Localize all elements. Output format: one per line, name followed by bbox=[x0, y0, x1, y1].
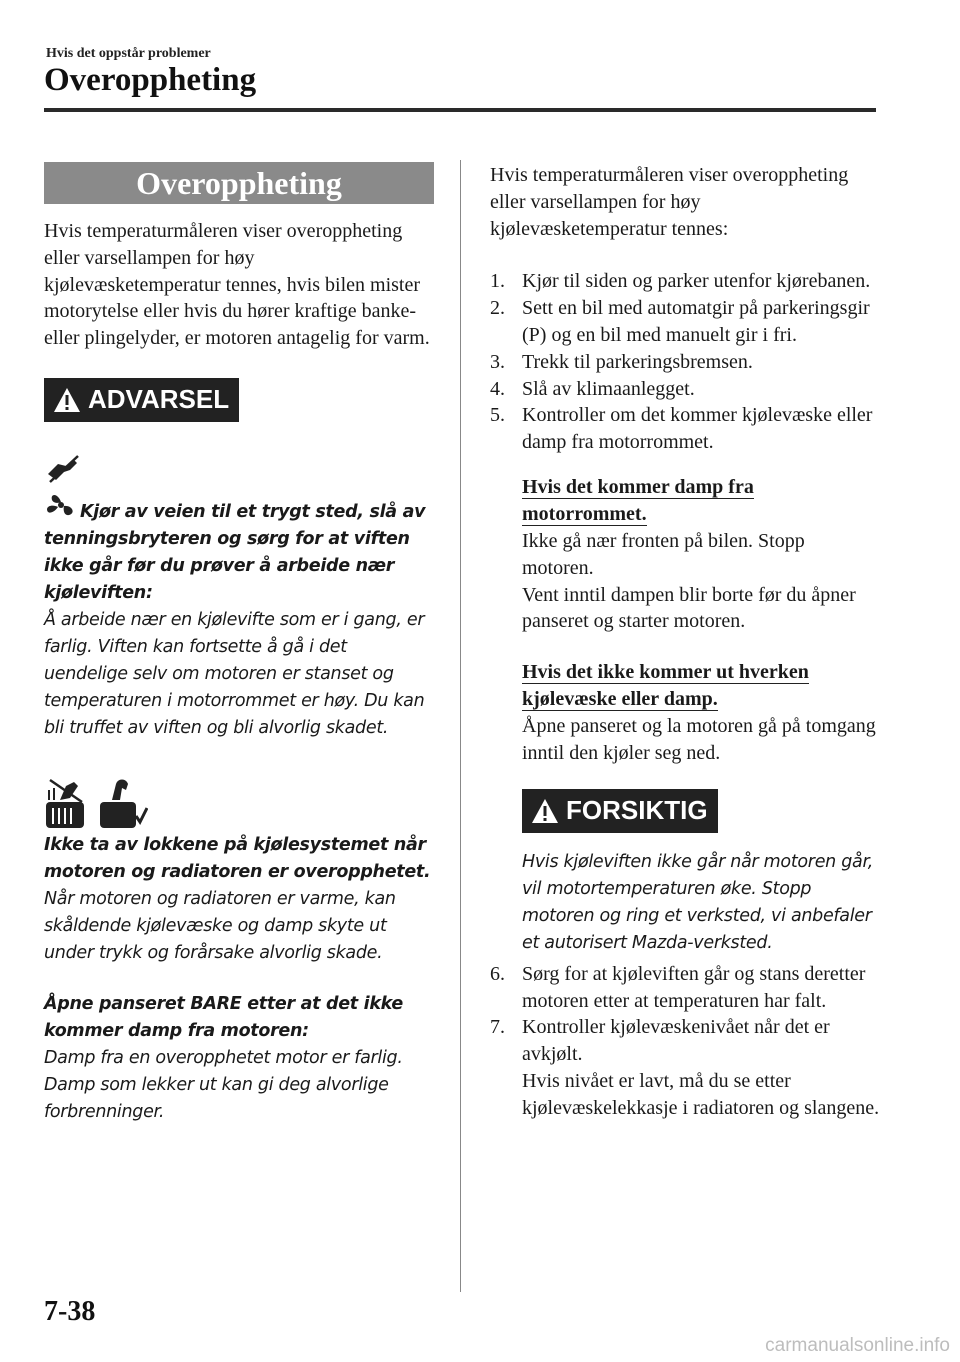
page-number: 7-38 bbox=[44, 1296, 96, 1327]
caution-text: Hvis kjøleviften ikke går når motoren går, vil motortemperaturen øke. Stopp motoren og ring et verksted, vi anbefaler et autorisert Mazda-verksted. bbox=[522, 851, 873, 953]
page-title: Overoppheting bbox=[44, 62, 257, 98]
section-banner: Overoppheting bbox=[44, 162, 434, 204]
list-item: 2. Sett en bil med automatgir på parkeringsgir (P) og en bil med manuelt gir i fri. bbox=[490, 297, 870, 346]
warning-fan bbox=[44, 452, 434, 742]
list-item: 5. Kontroller om det kommer kjølevæske eller damp fra motorrommet. bbox=[490, 404, 873, 454]
steam-text-1: Ikke gå nær fronten på bilen. Stopp motoren. bbox=[522, 529, 805, 579]
caution-label bbox=[522, 789, 880, 833]
column-divider bbox=[460, 160, 461, 1292]
list-item: 7. Kontroller kjølevæskenivået når det er avkjølt. bbox=[490, 1016, 830, 1066]
list-item: 6. Sørg for at kjøleviften går og stans deretter motoren etter at temperaturen har falt. bbox=[490, 962, 866, 1012]
no-hand-icon bbox=[44, 452, 84, 486]
warning-triangle-icon bbox=[52, 386, 82, 414]
caution-triangle-icon bbox=[530, 797, 560, 825]
warning-label bbox=[44, 378, 434, 422]
steam-heading-line2: motorrommet. bbox=[522, 502, 647, 525]
no-steam-text: Åpne panseret og la motoren gå på tomgang inntil den kjøler seg ned. bbox=[522, 715, 876, 764]
procedure-intro: Hvis temperaturmåleren viser overoppheting eller varsellampen for høy kjølevæsketemperatur tennes: bbox=[490, 164, 849, 240]
warning-hood-text: Damp fra en overopphetet motor er farlig. Damp som lekker ut kan gi deg alvorlige forbrenninger. bbox=[44, 1047, 403, 1122]
steam-subsection bbox=[490, 474, 880, 635]
warning-fan-heading: Kjør av veien til et trygt sted, slå av tenningsbryteren og sørg for at viften ikke går før du prøver å arbeide nær kjøleviften: bbox=[44, 501, 426, 603]
header-divider bbox=[44, 108, 876, 112]
no-steam-heading-line2: kjølevæske eller damp. bbox=[522, 688, 718, 711]
no-steam-subsection bbox=[490, 659, 880, 957]
warning-radiator-text: Når motoren og radiatoren er varme, kan skåldende kjølevæske og damp skyte ut under trykk og forårsake alvorlig skade. bbox=[44, 888, 396, 963]
left-column bbox=[44, 162, 434, 1126]
right-column bbox=[490, 162, 880, 1122]
fan-icon bbox=[44, 491, 78, 519]
radiator-cap-ok-icon bbox=[98, 776, 148, 832]
warning-radiator-heading: Ikke ta av lokkene på kjølesystemet når motoren og radiatoren er overopphetet. bbox=[44, 834, 431, 882]
step7-extra-text: Hvis nivået er lavt, må du se etter kjølevæskelekkasje i radiatoren og slangene. bbox=[522, 1069, 880, 1119]
no-steam-heading-line1: Hvis det ikke kommer ut hverken bbox=[522, 661, 809, 684]
steps-list-b bbox=[490, 961, 880, 1068]
warning-hood-heading: Åpne panseret BARE etter at det ikke kommer damp fra motoren: bbox=[44, 993, 403, 1041]
warning-label-text: ADVARSEL bbox=[88, 384, 230, 415]
steam-text-2: Vent inntil dampen blir borte før du åpner panseret og starter motoren. bbox=[522, 583, 856, 633]
steam-heading-line1: Hvis det kommer damp fra bbox=[522, 475, 754, 498]
list-item: 1. Kjør til siden og parker utenfor kjørebanen. bbox=[490, 270, 871, 293]
caution-label-text: FORSIKTIG bbox=[566, 795, 708, 826]
intro-paragraph: Hvis temperaturmåleren viser overoppheting eller varsellampen for høy kjølevæsketemperatur tennes, hvis bilen mister motorytelse eller hvis du hører kraftige banke- eller plingelyder, er motoren antagelig for varm. bbox=[44, 220, 430, 350]
watermark: carmanualsonline.info bbox=[765, 1335, 950, 1356]
steps-list-a bbox=[490, 268, 880, 456]
warning-radiator bbox=[44, 776, 434, 967]
list-item: 3. Trekk til parkeringsbremsen. bbox=[490, 350, 753, 373]
warning-hood bbox=[44, 991, 434, 1126]
list-item: 4. Slå av klimaanlegget. bbox=[490, 377, 695, 400]
section-header: Hvis det oppstår problemer bbox=[46, 46, 211, 61]
radiator-cap-warning-icon bbox=[44, 776, 88, 832]
warning-fan-text: Å arbeide nær en kjølevifte som er i gang, er farlig. Viften kan fortsette å gå i det uendelige selv om motoren er stanset og temperaturen i motorrommet er høy. Du kan bli truffet av viften og bli alvorlig skadet. bbox=[44, 609, 425, 738]
